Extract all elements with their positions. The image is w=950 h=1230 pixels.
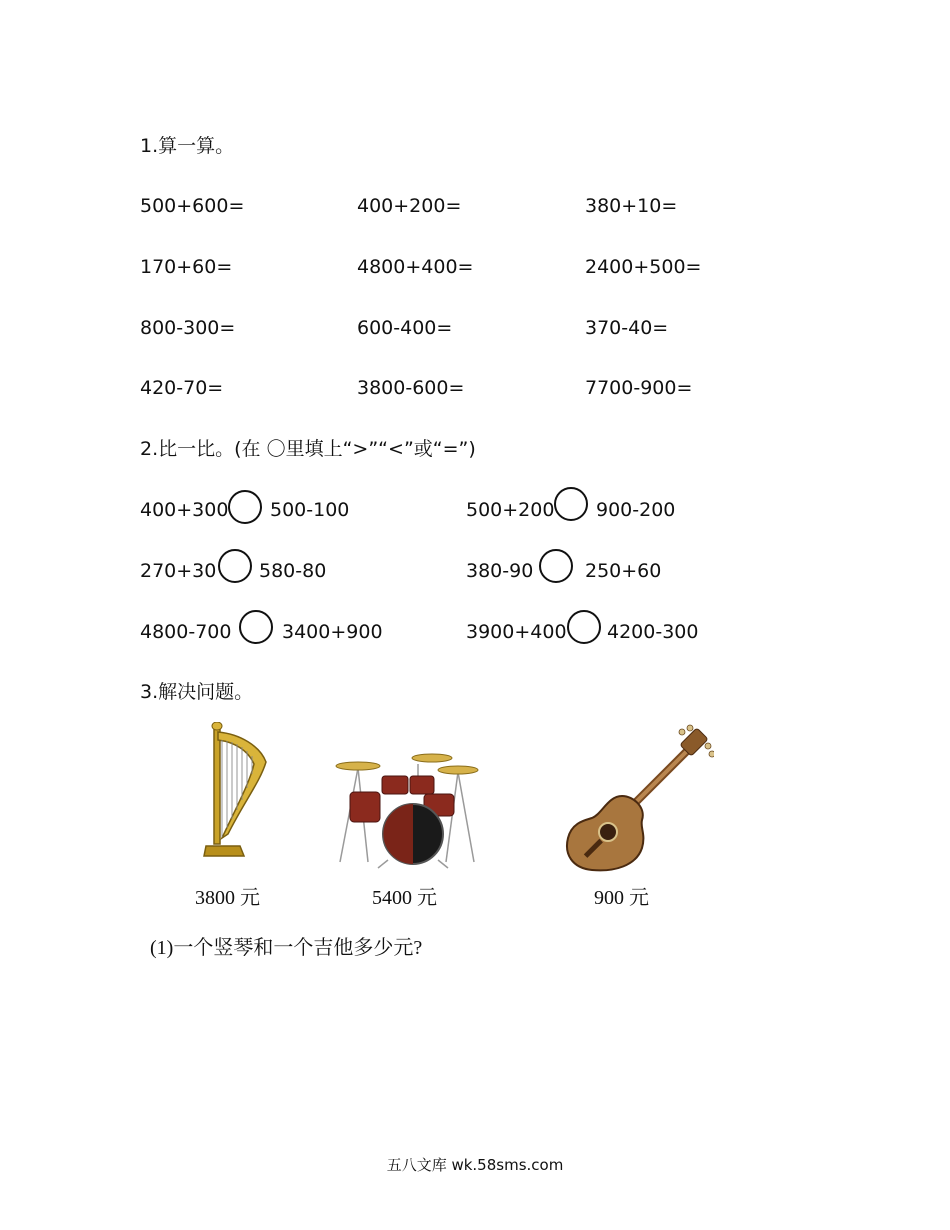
drum-kit-icon <box>328 750 486 872</box>
footer-watermark: 五八文库 wk.58sms.com <box>386 1156 564 1174</box>
compare-right: 3400+900 <box>282 621 383 643</box>
question-1: (1)一个竖琴和一个吉他多少元? <box>150 937 423 959</box>
equation: 380+10= <box>585 195 678 217</box>
compare-left: 4800-700 <box>140 621 232 643</box>
price-label: 900 元 <box>594 887 649 909</box>
equation: 170+60= <box>140 256 233 278</box>
compare-left: 400+300 <box>140 499 229 521</box>
section2-heading: 2.比一比。(在 〇里填上“>”“<”或“=”) <box>140 438 476 460</box>
compare-circle-blank[interactable] <box>539 549 573 583</box>
equation: 4800+400= <box>357 256 474 278</box>
equation: 600-400= <box>357 317 453 339</box>
equation: 7700-900= <box>585 377 693 399</box>
compare-circle-blank[interactable] <box>554 487 588 521</box>
compare-left: 270+30 <box>140 560 217 582</box>
section3-heading: 3.解决问题。 <box>140 681 254 703</box>
equation: 800-300= <box>140 317 236 339</box>
compare-right: 500-100 <box>270 499 350 521</box>
equation: 400+200= <box>357 195 462 217</box>
compare-left: 3900+400 <box>466 621 567 643</box>
compare-circle-blank[interactable] <box>239 610 273 644</box>
harp-icon <box>200 722 272 864</box>
section1-heading: 1.算一算。 <box>140 135 235 157</box>
compare-right: 580-80 <box>259 560 327 582</box>
equation: 3800-600= <box>357 377 465 399</box>
compare-right: 900-200 <box>596 499 676 521</box>
guitar-icon <box>562 724 714 876</box>
equation: 500+600= <box>140 195 245 217</box>
compare-left: 500+200 <box>466 499 555 521</box>
equation: 370-40= <box>585 317 669 339</box>
compare-circle-blank[interactable] <box>567 610 601 644</box>
compare-right: 250+60 <box>585 560 662 582</box>
compare-circle-blank[interactable] <box>228 490 262 524</box>
equation: 2400+500= <box>585 256 702 278</box>
equation: 420-70= <box>140 377 224 399</box>
price-label: 5400 元 <box>372 887 437 909</box>
compare-circle-blank[interactable] <box>218 549 252 583</box>
price-label: 3800 元 <box>195 887 260 909</box>
compare-right: 4200-300 <box>607 621 699 643</box>
compare-left: 380-90 <box>466 560 534 582</box>
